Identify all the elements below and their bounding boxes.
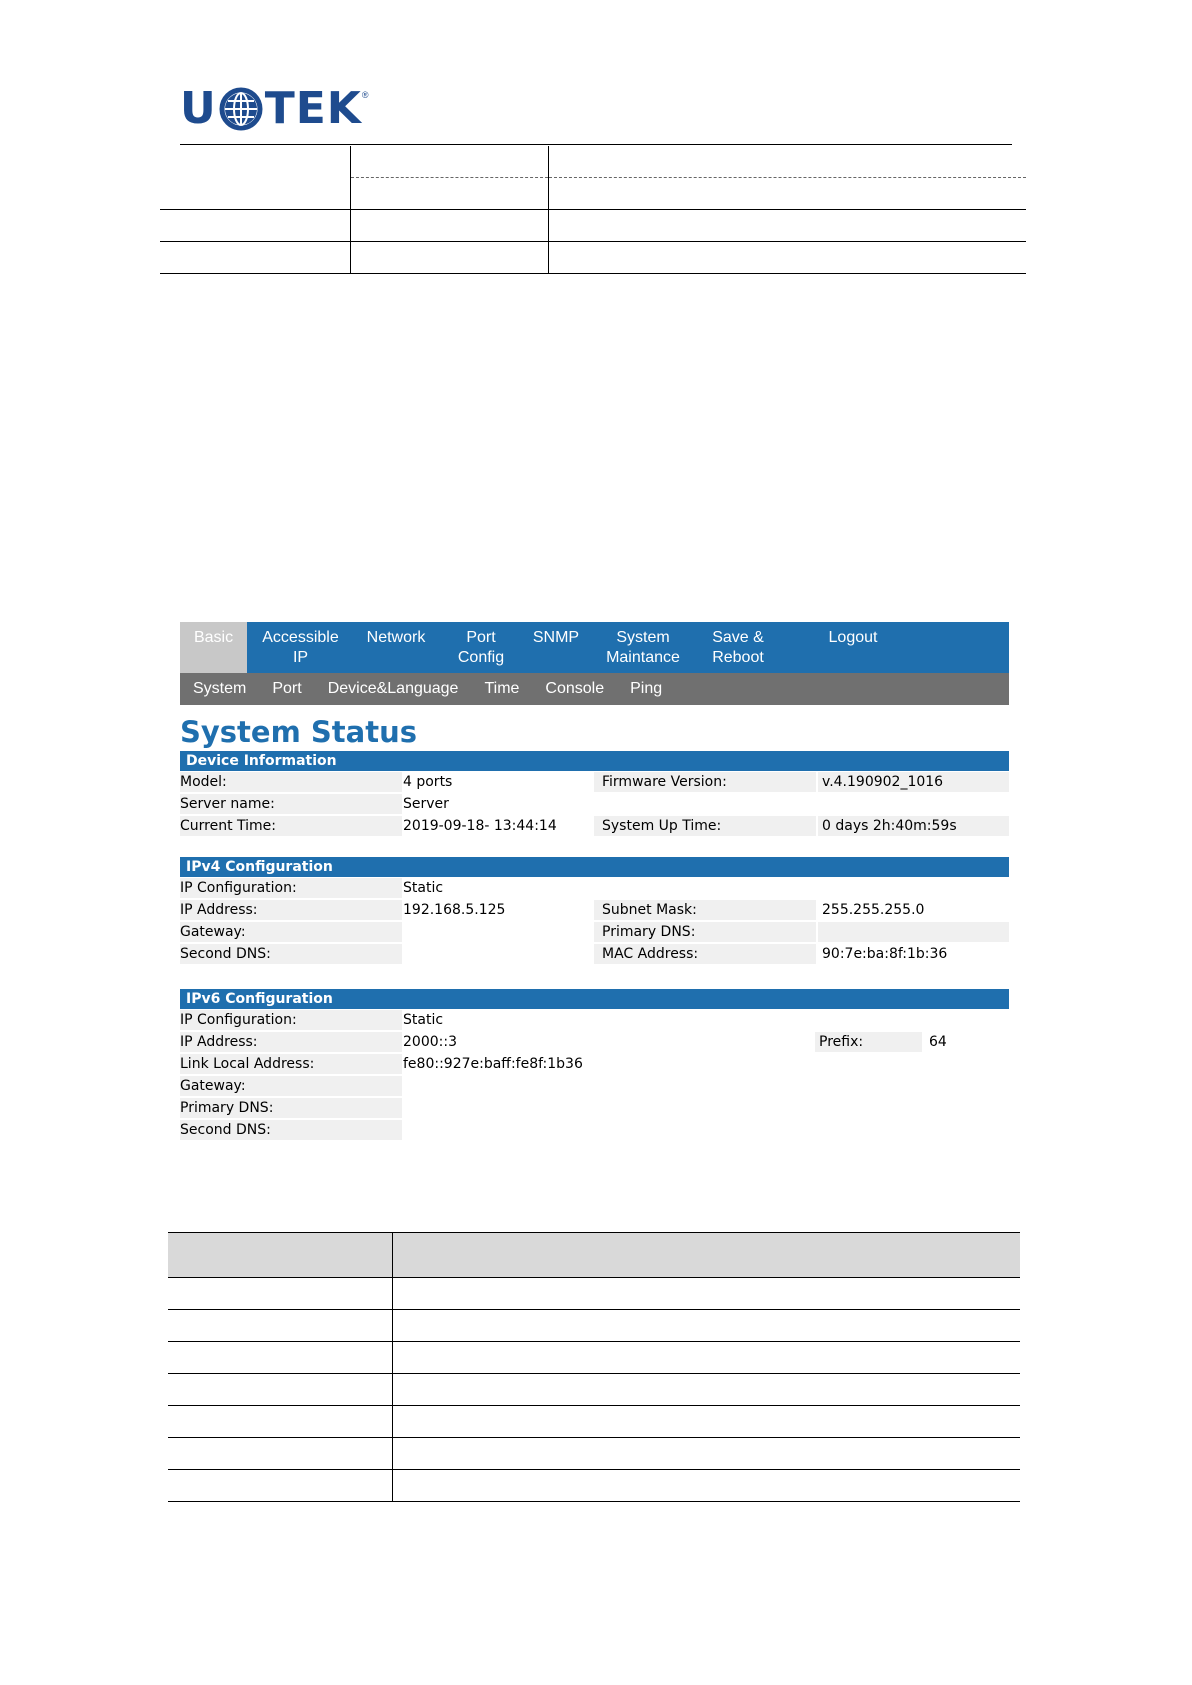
- ipv6-ip-address-label: IP Address:: [180, 1032, 402, 1052]
- info-row: [180, 1031, 1009, 1053]
- subnav-device-language[interactable]: Device&Language: [327, 680, 459, 697]
- prefix-value: 64: [929, 1034, 947, 1050]
- info-row: [180, 1009, 1009, 1031]
- table-cell: [168, 1470, 393, 1502]
- table-cell: [393, 1310, 1021, 1342]
- info-row: [180, 921, 1009, 943]
- table-cell: [168, 1278, 393, 1310]
- table-header-row: [168, 1233, 1020, 1278]
- uptime-value: 0 days 2h:40m:59s: [818, 816, 1009, 836]
- table-cell: [549, 178, 1027, 210]
- info-row: [180, 1075, 1009, 1097]
- table-cell: [393, 1438, 1021, 1470]
- model-label: Model:: [180, 772, 402, 792]
- top-table: [160, 146, 1026, 274]
- ipv4-ip-configuration-value: Static: [403, 880, 444, 896]
- table-cell: [168, 1406, 393, 1438]
- subnav-console[interactable]: Console: [545, 680, 605, 697]
- table-cell: [160, 210, 351, 242]
- logo-letter-u: U: [180, 83, 217, 134]
- ipv6-ip-configuration-value: Static: [403, 1012, 444, 1028]
- current-time-value: 2019-09-18- 13:44:14: [403, 818, 557, 834]
- utek-logo: [180, 83, 369, 134]
- registered-mark: ®: [361, 90, 369, 100]
- subnav-system[interactable]: System: [193, 680, 247, 697]
- table-row: [168, 1310, 1020, 1342]
- subnav-port[interactable]: Port: [272, 680, 302, 697]
- table-cell: [393, 1278, 1021, 1310]
- ipv4-second-dns-label: Second DNS:: [180, 944, 402, 964]
- info-row: [180, 899, 1009, 921]
- table-cell: [160, 146, 351, 210]
- table-cell: [168, 1374, 393, 1406]
- ipv6-primary-dns-label: Primary DNS:: [180, 1098, 402, 1118]
- info-row: [180, 771, 1009, 793]
- nav-logout[interactable]: Logout: [828, 629, 878, 646]
- section-ipv4-configuration: IPv4 Configuration: [180, 857, 1009, 877]
- table-cell: [549, 242, 1027, 274]
- primary-nav: [180, 622, 1009, 673]
- ipv6-second-dns-label: Second DNS:: [180, 1120, 402, 1140]
- bottom-table: [168, 1232, 1020, 1502]
- page-title: System Status: [180, 715, 417, 749]
- info-row: [180, 1053, 1009, 1075]
- ipv4-primary-dns-value: [818, 922, 1009, 942]
- ipv4-grid: [180, 877, 1009, 965]
- table-row: [160, 242, 1026, 274]
- link-local-address-label: Link Local Address:: [180, 1054, 402, 1074]
- link-local-address-value: fe80::927e:baff:fe8f:1b36: [403, 1056, 583, 1072]
- ipv4-ip-address-label: IP Address:: [180, 900, 402, 920]
- info-row: [180, 1097, 1009, 1119]
- current-time-label: Current Time:: [180, 816, 402, 836]
- nav-snmp[interactable]: SNMP: [532, 629, 580, 646]
- info-row: [180, 877, 1009, 899]
- table-row: [168, 1406, 1020, 1438]
- firmware-label: Firmware Version:: [594, 772, 816, 792]
- ipv6-ip-configuration-label: IP Configuration:: [180, 1010, 402, 1030]
- server-name-label: Server name:: [180, 794, 402, 814]
- table-cell: [549, 146, 1027, 178]
- secondary-nav: [180, 673, 1009, 705]
- table-header-cell: [393, 1233, 1021, 1278]
- ipv6-grid: [180, 1009, 1009, 1141]
- table-row: [168, 1374, 1020, 1406]
- table-row: [160, 146, 1026, 178]
- nav-accessible-ip[interactable]: Accessible IP: [262, 629, 339, 666]
- globe-icon: [219, 87, 263, 131]
- info-row: [180, 815, 1009, 837]
- info-row: [180, 1119, 1009, 1141]
- logo-letters-tek: TEK: [264, 83, 362, 134]
- ipv4-ip-configuration-label: IP Configuration:: [180, 878, 402, 898]
- subnav-ping[interactable]: Ping: [630, 680, 663, 697]
- ipv4-primary-dns-label: Primary DNS:: [594, 922, 816, 942]
- nav-port-config[interactable]: Port Config: [457, 629, 505, 666]
- model-value: 4 ports: [403, 774, 453, 790]
- nav-save-reboot[interactable]: Save & Reboot: [712, 629, 764, 666]
- section-ipv6-configuration: IPv6 Configuration: [180, 989, 1009, 1009]
- table-row: [168, 1470, 1020, 1502]
- prefix-label: Prefix:: [815, 1032, 922, 1052]
- uptime-label: System Up Time:: [594, 816, 816, 836]
- table-cell: [351, 210, 549, 242]
- table-row: [160, 210, 1026, 242]
- nav-system-maintance[interactable]: System Maintance: [606, 629, 680, 666]
- table-row: [168, 1438, 1020, 1470]
- subnet-mask-label: Subnet Mask:: [594, 900, 816, 920]
- table-cell: [160, 242, 351, 274]
- subnav-time[interactable]: Time: [484, 680, 520, 697]
- table-cell: [168, 1342, 393, 1374]
- table-header-cell: [168, 1233, 393, 1278]
- table-cell: [549, 210, 1027, 242]
- mac-address-value: 90:7e:ba:8f:1b:36: [822, 946, 948, 962]
- table-cell: [351, 242, 549, 274]
- server-name-value: Server: [403, 796, 449, 812]
- table-cell: [351, 178, 549, 210]
- ipv6-ip-address-value: 2000::3: [403, 1034, 457, 1050]
- nav-basic[interactable]: Basic: [180, 622, 247, 673]
- section-device-information: Device Information: [180, 751, 1009, 771]
- nav-network[interactable]: Network: [366, 629, 426, 646]
- table-row: [168, 1278, 1020, 1310]
- table-row: [168, 1342, 1020, 1374]
- info-row: [180, 943, 1009, 965]
- table-cell: [168, 1310, 393, 1342]
- table-cell: [393, 1406, 1021, 1438]
- web-ui-screenshot: [180, 622, 1009, 1141]
- table-cell: [168, 1438, 393, 1470]
- device-info-grid: [180, 771, 1009, 837]
- table-cell: [393, 1342, 1021, 1374]
- header-rule: [180, 144, 1012, 145]
- table-cell: [393, 1374, 1021, 1406]
- ipv6-gateway-label: Gateway:: [180, 1076, 402, 1096]
- mac-address-label: MAC Address:: [594, 944, 816, 964]
- info-row: [180, 793, 1009, 815]
- ipv4-gateway-label: Gateway:: [180, 922, 402, 942]
- firmware-value: v.4.190902_1016: [818, 772, 1009, 792]
- table-cell: [393, 1470, 1021, 1502]
- subnet-mask-value: 255.255.255.0: [822, 902, 925, 918]
- ipv4-ip-address-value: 192.168.5.125: [403, 902, 506, 918]
- table-cell: [351, 146, 549, 178]
